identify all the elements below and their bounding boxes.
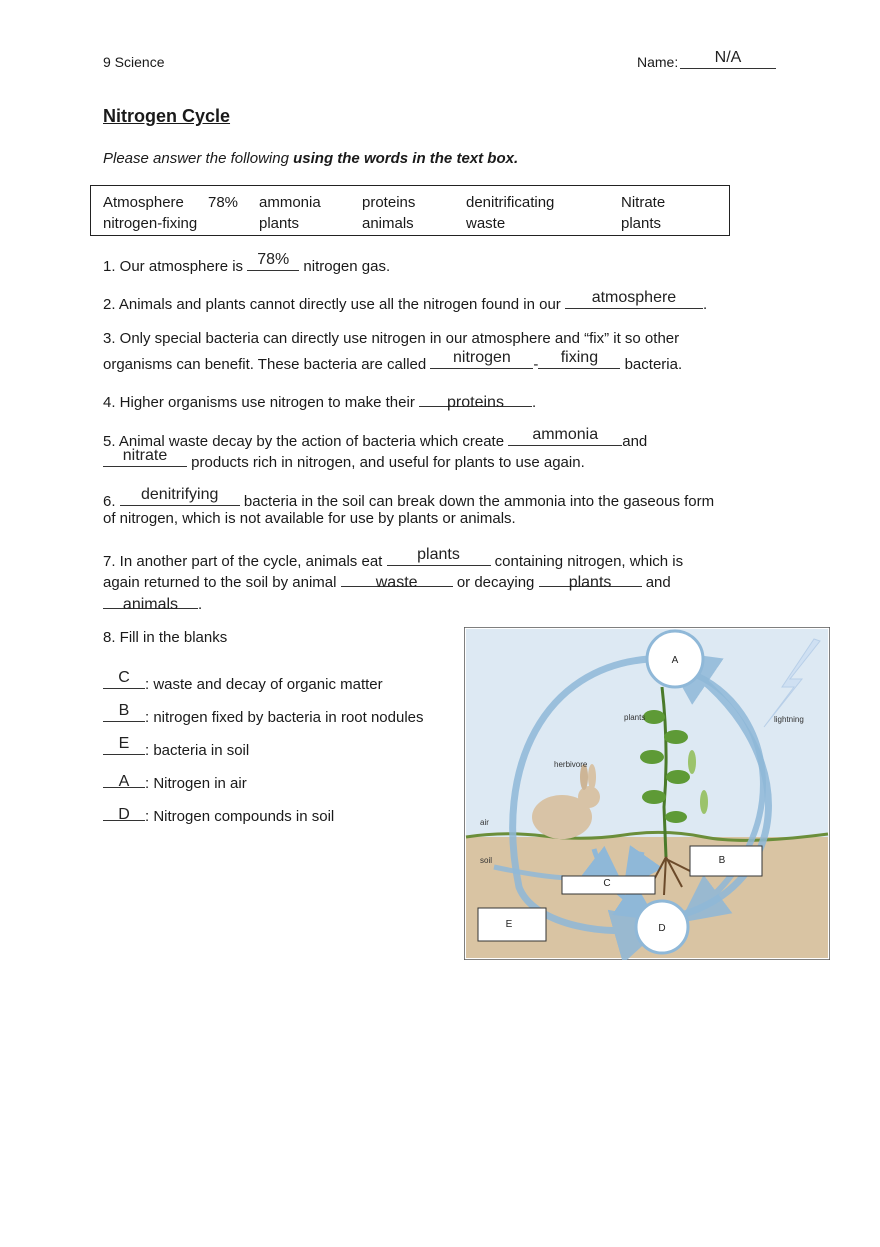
plant-leaf <box>642 790 666 804</box>
q2-text-a: 2. Animals and plants cannot directly use all the nitrogen found in our <box>103 296 565 313</box>
fill-blank-4[interactable] <box>103 771 145 788</box>
page-title: Nitrogen Cycle <box>103 106 231 126</box>
word-nitrate: Nitrate <box>621 194 666 211</box>
word-78: 78% <box>208 194 239 211</box>
fill-text-3: : bacteria in soil <box>145 742 250 759</box>
q2-text-b: . <box>702 296 708 313</box>
question-6-line-1 <box>103 486 715 510</box>
fill-row-4 <box>103 771 247 792</box>
word-box <box>90 185 730 236</box>
box-b <box>690 846 762 876</box>
fill-text-2: : nitrogen fixed by bacteria in root nodules <box>145 709 424 726</box>
word-waste: waste <box>466 215 506 232</box>
box-b-label: B <box>718 855 726 866</box>
label-air: air <box>480 818 489 827</box>
course-label: 9 Science <box>103 54 165 70</box>
q6-text-a: 6. <box>103 493 120 510</box>
label-plants: plants <box>624 713 646 722</box>
q6-text-b: bacteria in the soil can break down the ammonia into the gaseous form <box>239 493 715 510</box>
label-soil: soil <box>480 856 493 865</box>
question-5-line-2 <box>103 447 585 471</box>
q7-blank-4[interactable] <box>103 592 198 613</box>
q7-text-c: again returned to the soil by animal <box>103 574 341 591</box>
q2-blank[interactable] <box>565 289 703 309</box>
question-8-title: 8. Fill in the blanks <box>103 629 228 646</box>
q6-answer: denitrifying <box>141 486 219 503</box>
question-7-line-2 <box>103 570 671 591</box>
rabbit-head <box>578 786 600 808</box>
q2-answer: atmosphere <box>591 289 677 306</box>
q4-answer: proteins <box>447 394 504 411</box>
label-herbivore: herbivore <box>554 760 588 769</box>
q4-text-a: 4. Higher organisms use nitrogen to make their <box>103 394 419 411</box>
fill-answer-4: A <box>118 773 130 790</box>
fill-row-5 <box>103 804 334 825</box>
q3-text-b: bacteria. <box>620 356 683 373</box>
q6-blank[interactable] <box>120 486 240 506</box>
word-animals: animals <box>362 215 414 232</box>
q5-text-b: and <box>622 433 648 450</box>
name-field[interactable] <box>680 49 776 69</box>
word-nitrogen-fixing: nitrogen-fixing <box>103 215 198 232</box>
name-label: Name: <box>637 54 679 70</box>
word-proteins: proteins <box>362 194 416 211</box>
fill-answer-5: D <box>118 806 130 823</box>
q3-blank-2[interactable] <box>538 349 620 369</box>
q7-text-d: or decaying <box>452 574 539 591</box>
q1-blank[interactable] <box>247 251 299 271</box>
fill-blank-3[interactable] <box>103 735 145 755</box>
fill-blank-2[interactable] <box>103 702 145 722</box>
q7-answer-3: plants <box>568 574 612 591</box>
fill-text-5: : Nitrogen compounds in soil <box>145 808 335 825</box>
q7-text-a: 7. In another part of the cycle, animals eat <box>103 553 387 570</box>
q4-text-b: . <box>532 394 537 411</box>
fill-answer-1: C <box>118 669 130 686</box>
q7-text-b: containing nitrogen, which is <box>490 553 684 570</box>
plant-leaf <box>664 730 688 744</box>
q3-answer-1: nitrogen <box>453 349 511 366</box>
plant-leaf <box>666 770 690 784</box>
question-6-line-2: of nitrogen, which is not available for use by plants or animals. <box>103 510 516 527</box>
word-denitrificating: denitrificating <box>466 194 555 211</box>
q5-answer-1: ammonia <box>532 426 599 443</box>
word-plants-2: plants <box>621 215 662 232</box>
q7-answer-1: plants <box>417 546 460 563</box>
question-2 <box>103 289 708 313</box>
q7-blank-1[interactable] <box>387 546 491 566</box>
q4-blank[interactable] <box>419 390 532 411</box>
q3-dash: - <box>533 356 539 373</box>
node-a-label: A <box>671 655 679 666</box>
q5-text-c: products rich in nitrogen, and useful for plants to use again. <box>187 454 585 471</box>
q3-blank-1[interactable] <box>430 349 533 369</box>
instruction-bold: using the words in the text box. <box>293 150 519 167</box>
word-atmosphere: Atmosphere <box>103 194 184 211</box>
q5-blank-1[interactable] <box>508 426 622 446</box>
box-e-label: E <box>505 919 513 930</box>
pea-pod <box>688 750 696 774</box>
question-7-line-3 <box>103 592 202 613</box>
q7-blank-3[interactable] <box>539 570 642 591</box>
q5-blank-2[interactable] <box>103 447 187 467</box>
question-4 <box>103 390 536 411</box>
q7-text-e: and <box>641 574 671 591</box>
fill-text-4: : Nitrogen in air <box>145 775 247 792</box>
word-ammonia: ammonia <box>259 194 321 211</box>
question-1 <box>103 251 391 275</box>
node-d-label: D <box>658 923 666 934</box>
q7-answer-2: waste <box>375 574 418 591</box>
pea-pod <box>700 790 708 814</box>
q3-answer-2: fixing <box>560 349 599 366</box>
fill-row-2 <box>103 702 424 726</box>
q1-text-b: nitrogen gas. <box>299 258 391 275</box>
plant-leaf <box>643 710 665 724</box>
question-7-line-1 <box>103 546 684 570</box>
question-3-line-2 <box>103 349 683 373</box>
fill-text-1: : waste and decay of organic matter <box>145 676 383 693</box>
rabbit-ear <box>588 764 596 790</box>
fill-row-3 <box>103 735 250 759</box>
plant-leaf <box>640 750 664 764</box>
q7-text-f: . <box>198 596 203 613</box>
q5-answer-2: nitrate <box>122 447 168 464</box>
q7-blank-2[interactable] <box>341 570 453 591</box>
question-3-line-1: 3. Only special bacteria can directly use nitrogen in our atmosphere and “fix” it so other <box>103 330 680 347</box>
instruction <box>103 150 518 167</box>
fill-answer-2: B <box>118 702 130 719</box>
fill-answer-3: E <box>118 735 130 752</box>
q1-answer: 78% <box>257 251 290 268</box>
plant-leaf <box>665 811 687 823</box>
word-plants: plants <box>259 215 300 232</box>
instruction-prefix: Please answer the following <box>103 150 294 167</box>
q5-text-a: 5. Animal waste decay by the action of bacteria which create <box>103 433 509 450</box>
q7-answer-4: animals <box>122 596 179 613</box>
fill-row-1 <box>103 669 383 693</box>
fill-blank-1[interactable] <box>103 669 145 689</box>
q1-text-a: 1. Our atmosphere is <box>103 258 248 275</box>
nitrogen-cycle-diagram <box>464 627 830 960</box>
label-lightning: lightning <box>774 715 804 724</box>
name-value: N/A <box>714 49 742 66</box>
q3-text-a: organisms can benefit. These bacteria are called <box>103 356 431 373</box>
fill-blank-5[interactable] <box>103 804 145 821</box>
box-c-label: C <box>603 878 611 889</box>
